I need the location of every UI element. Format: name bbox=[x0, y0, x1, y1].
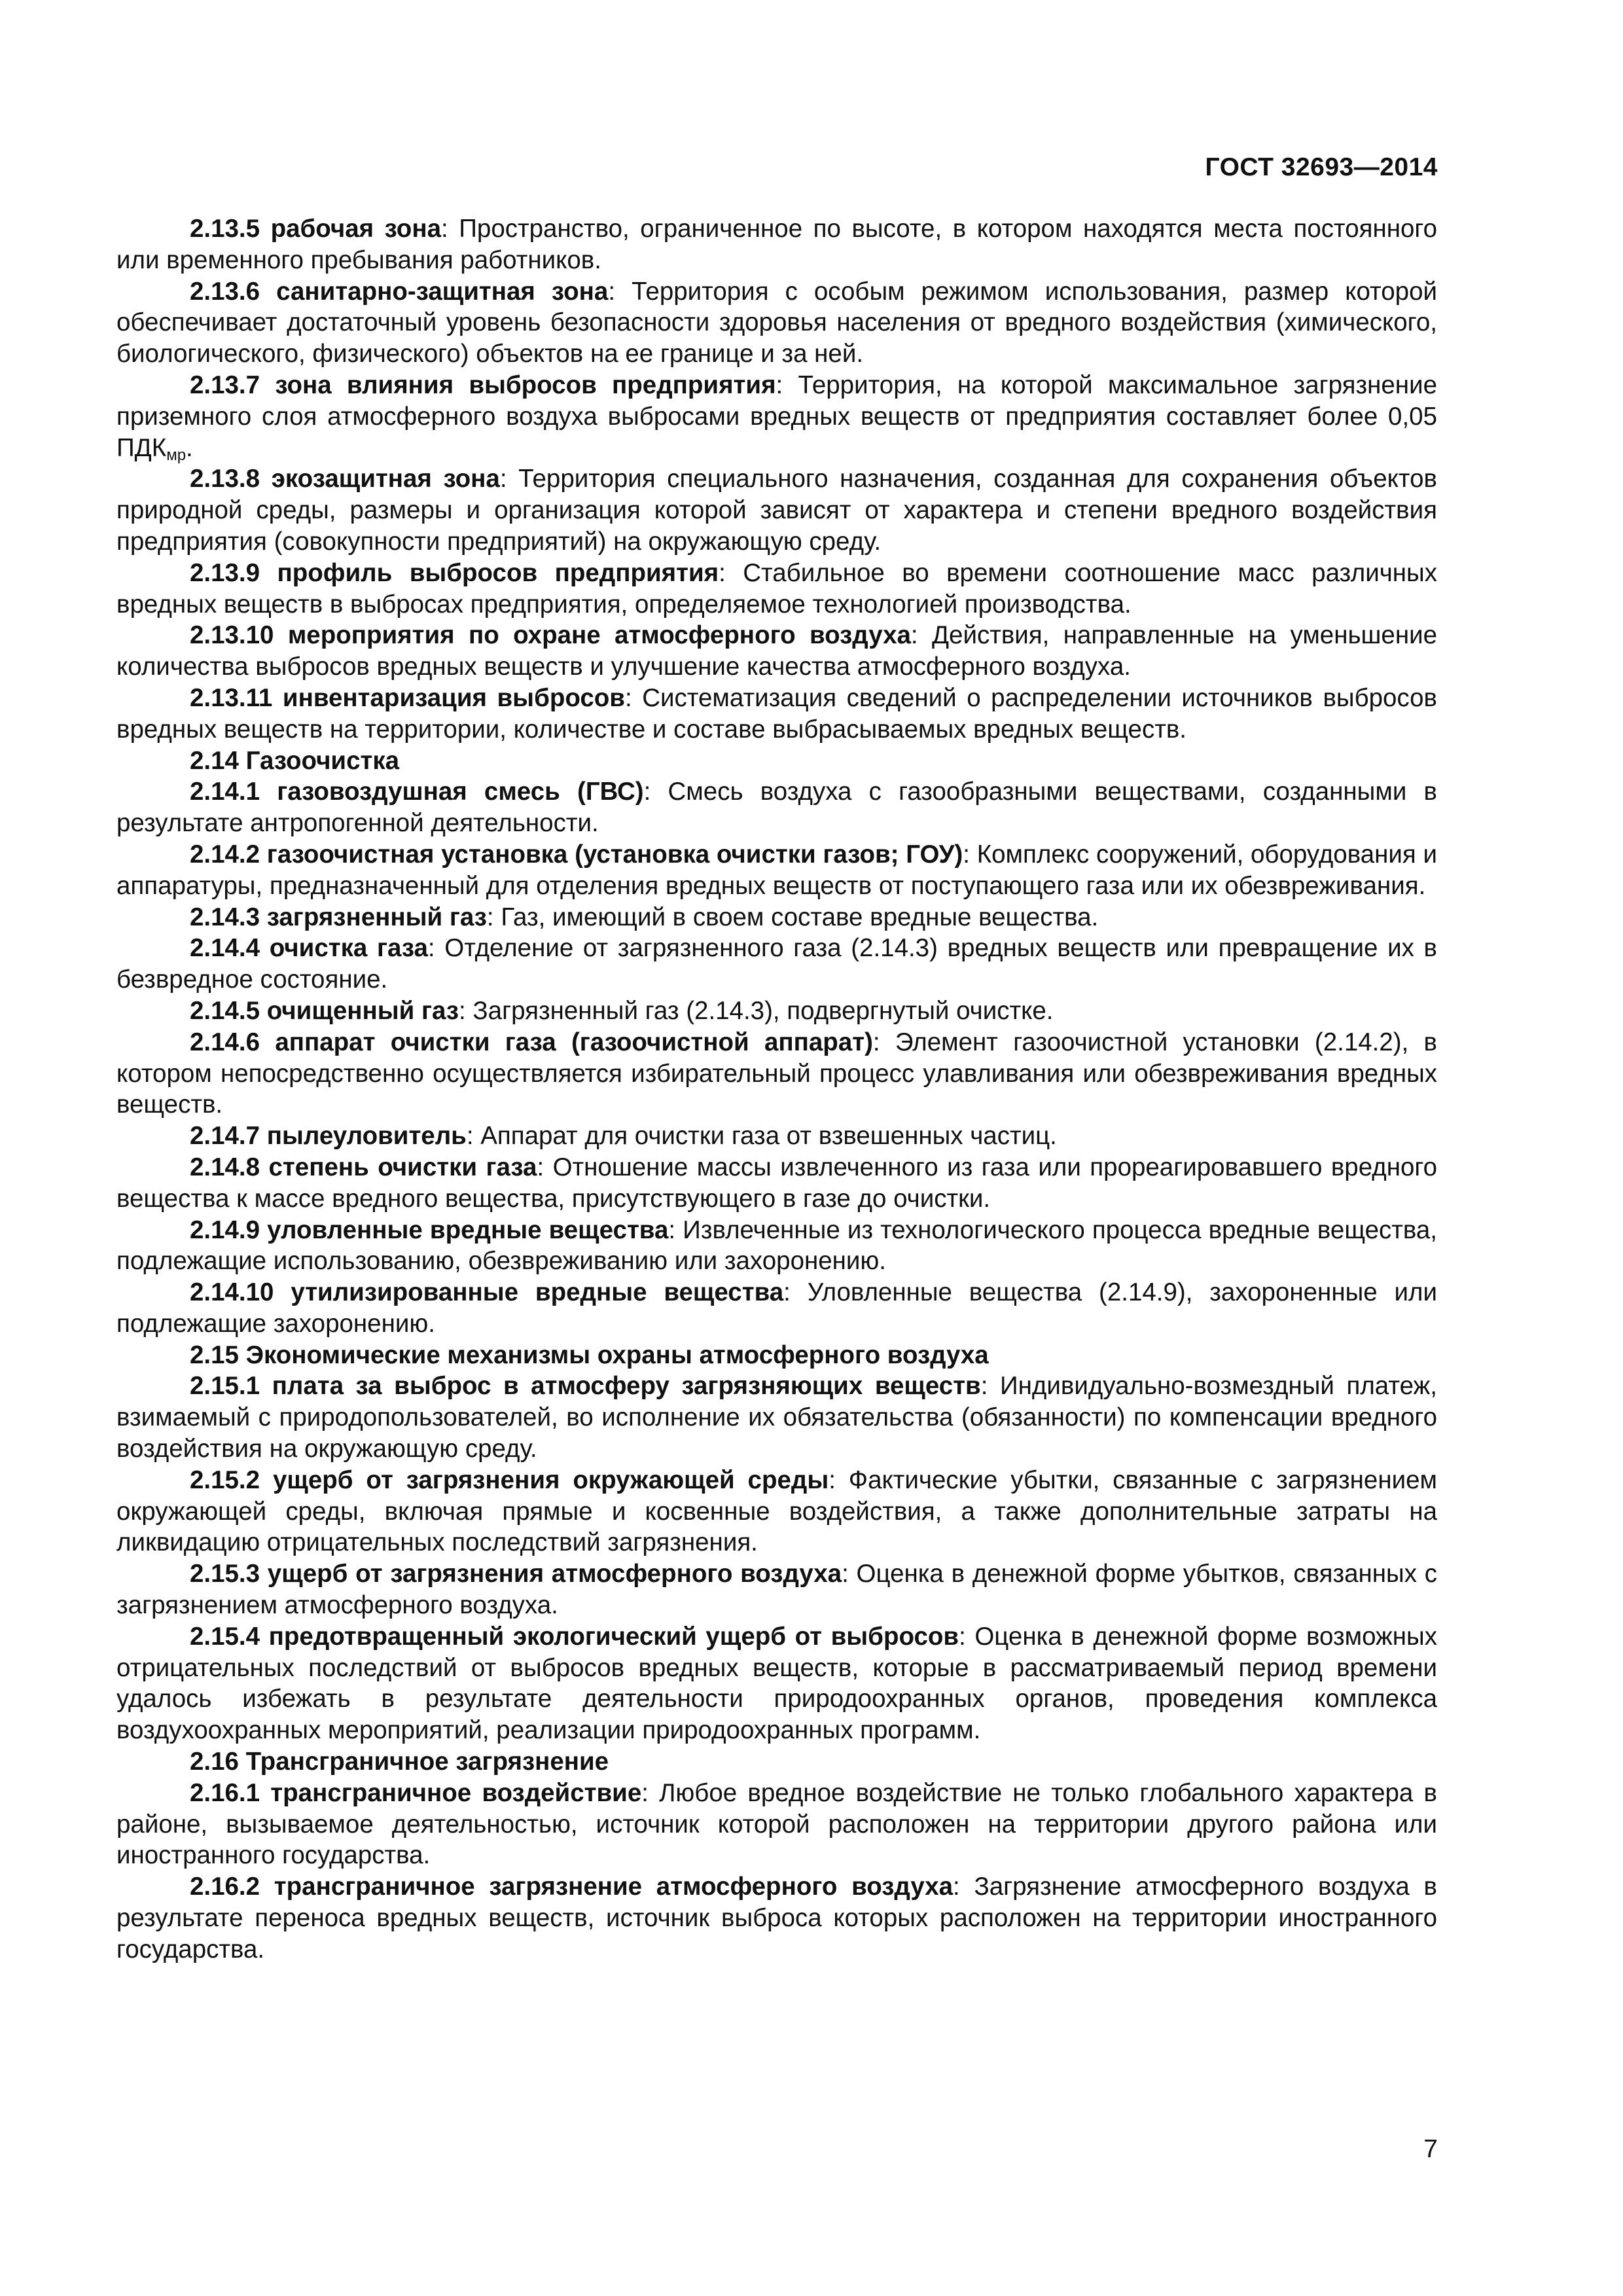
definition-tail: . bbox=[186, 433, 193, 462]
term-definition: : Территория специального назначения, созданная для сохранения объектов природной среды, размеры и организация которой зависят от характера и степени вредного воздействия предприятия (совокупности предприятий) на окружающую среду. bbox=[116, 465, 1437, 556]
term-name: санитарно-защитная зона bbox=[276, 277, 609, 306]
term-definition: : Загрязнение атмосферного воздуха в результате переноса вредных веществ, источник выброса которых расположен на территории иностранного государства. bbox=[116, 1873, 1437, 1964]
term-entry bbox=[116, 1027, 1437, 1121]
term-number: 2.14.2 bbox=[190, 840, 260, 869]
term-definition: : Аппарат для очистки газа от взвешенных частиц. bbox=[466, 1122, 1057, 1151]
section-title: 2.16 Трансграничное загрязнение bbox=[190, 1748, 609, 1776]
term-definition: : Смесь воздуха с газообразными веществами, созданными в результате антропогенной деятельности. bbox=[116, 778, 1437, 838]
term-name: пылеуловитель bbox=[266, 1122, 467, 1151]
term-definition: : Элемент газоочистной установки (2.14.2), в котором непосредственно осуществляется избирательный процесс улавливания или обезвреживания вредных веществ. bbox=[116, 1028, 1437, 1119]
term-number: 2.16.2 bbox=[190, 1873, 260, 1901]
term-entry bbox=[116, 1871, 1437, 1965]
term-name: очистка газа bbox=[269, 934, 428, 963]
term-number: 2.14.6 bbox=[190, 1028, 260, 1056]
term-name: экозащитная зона bbox=[271, 465, 500, 493]
term-definition: : Оценка в денежной форме убытков, связанных с загрязнением атмосферного воздуха. bbox=[116, 1560, 1437, 1620]
section-heading bbox=[116, 1340, 1437, 1371]
document-code-header: ГОСТ 32693—2014 bbox=[1205, 153, 1438, 181]
term-number: 2.13.10 bbox=[190, 621, 274, 650]
term-number: 2.13.6 bbox=[190, 277, 260, 306]
term-definition: : Отношение массы извлеченного из газа или прореагировавшего вредного вещества к массе вредного вещества, присутствующего в газе до очистки. bbox=[116, 1153, 1438, 1213]
term-number: 2.15.3 bbox=[190, 1560, 260, 1588]
term-number: 2.14.1 bbox=[190, 778, 260, 806]
term-entry bbox=[116, 213, 1437, 276]
term-name: плата за выброс в атмосферу загрязняющих веществ bbox=[272, 1372, 981, 1401]
term-number: 2.14.9 bbox=[190, 1215, 260, 1244]
section-heading bbox=[116, 745, 1437, 777]
term-number: 2.14.8 bbox=[190, 1153, 260, 1181]
term-definition: : Уловленные вещества (2.14.9), захороненные или подлежащие захоронению. bbox=[116, 1278, 1437, 1338]
term-definition: : Индивидуально-возмездный платеж, взимаемый с природопользователей, во исполнение их обязательства (обязанности) по компенсации вредного воздействия на окружающую среду. bbox=[116, 1372, 1438, 1463]
term-name: газоочистная установка (установка очистки газов; ГОУ) bbox=[266, 840, 963, 869]
term-number: 2.14.3 bbox=[190, 903, 260, 931]
term-name: профиль выбросов предприятия bbox=[277, 558, 719, 587]
term-number: 2.16.1 bbox=[190, 1778, 260, 1807]
term-entry bbox=[116, 1121, 1437, 1152]
term-name: уловленные вредные вещества bbox=[267, 1215, 669, 1244]
term-entry bbox=[116, 558, 1437, 620]
term-number: 2.13.8 bbox=[190, 465, 260, 493]
term-entry bbox=[116, 1152, 1437, 1215]
term-definition: : Территория с особым режимом использования, размер которой обеспечивает достаточный уровень безопасности здоровья населения от вредного воздействия (химического, биологического, физического) объектов на ее границе и за ней. bbox=[116, 277, 1438, 368]
term-definition: : Загрязненный газ (2.14.3), подвергнутый очистке. bbox=[459, 996, 1054, 1025]
term-definition: : Извлеченные из технологического процесса вредные вещества, подлежащие использованию, обезвреживанию или захоронению. bbox=[116, 1215, 1438, 1276]
term-entry bbox=[116, 1778, 1437, 1871]
term-entry bbox=[116, 839, 1437, 902]
term-entry bbox=[116, 902, 1437, 933]
term-number: 2.14.4 bbox=[190, 934, 260, 963]
term-entry bbox=[116, 1465, 1437, 1558]
term-definition: : Комплекс сооружений, оборудования и аппаратуры, предназначенный для отделения вредных веществ от поступающего газа или их обезвреживания. bbox=[116, 840, 1437, 900]
definition-subscript: мр bbox=[166, 446, 187, 464]
section-heading bbox=[116, 1746, 1437, 1778]
term-name: газовоздушная смесь (ГВС) bbox=[277, 778, 644, 806]
term-entry bbox=[116, 1621, 1437, 1746]
term-number: 2.13.7 bbox=[190, 370, 260, 399]
term-entry bbox=[116, 683, 1437, 745]
section-title: 2.15 Экономические механизмы охраны атмосферного воздуха bbox=[190, 1340, 989, 1369]
document-body bbox=[116, 213, 1437, 1965]
term-name: трансграничное загрязнение атмосферного воздуха bbox=[274, 1873, 954, 1901]
term-entry bbox=[116, 620, 1437, 683]
term-name: загрязненный газ bbox=[266, 903, 487, 931]
section-title: 2.14 Газоочистка bbox=[190, 746, 400, 775]
term-definition: : Действия, направленные на уменьшение количества выбросов вредных веществ и улучшение качества атмосферного воздуха. bbox=[116, 621, 1437, 681]
term-number: 2.15.4 bbox=[190, 1622, 260, 1651]
term-entry bbox=[116, 370, 1437, 463]
term-number: 2.13.5 bbox=[190, 215, 260, 243]
term-name: очищенный газ bbox=[266, 996, 459, 1025]
term-definition: : Любое вредное воздействие не только глобального характера в районе, вызываемое деятельностью, источник которой расположен на территории другого района или иностранного государства. bbox=[116, 1778, 1437, 1870]
term-definition: : Оценка в денежной форме возможных отрицательных последствий от выбросов вредных веществ, которые в рассматриваемый период времени удалось избежать в результате деятельности природоохранных органов, проведения комплекса воздухоохранных мероприятий, реализации природоохранных программ. bbox=[116, 1622, 1437, 1745]
term-number: 2.15.1 bbox=[190, 1372, 260, 1401]
term-definition: : Территория, на которой максимальное загрязнение приземного слоя атмосферного воздуха выбросами вредных веществ от предприятия составляет более 0,05 ПДК bbox=[116, 370, 1437, 462]
page-number: 7 bbox=[1423, 2135, 1438, 2163]
term-entry bbox=[116, 1215, 1437, 1278]
term-name: степень очистки газа bbox=[268, 1153, 537, 1181]
term-name: ущерб от загрязнения окружающей среды bbox=[272, 1465, 829, 1494]
term-name: рабочая зона bbox=[270, 215, 441, 243]
term-number: 2.14.5 bbox=[190, 996, 260, 1025]
term-number: 2.13.11 bbox=[190, 683, 273, 712]
term-entry bbox=[116, 463, 1437, 557]
term-number: 2.13.9 bbox=[190, 558, 260, 587]
term-definition: : Систематизация сведений о распределении источников выбросов вредных веществ на территории, количестве и составе выбрасываемых вредных веществ. bbox=[116, 683, 1437, 744]
term-name: аппарат очистки газа (газоочистной аппарат) bbox=[275, 1028, 873, 1056]
term-entry bbox=[116, 1277, 1437, 1340]
term-number: 2.14.7 bbox=[190, 1122, 260, 1151]
term-number: 2.14.10 bbox=[190, 1278, 274, 1307]
term-name: мероприятия по охране атмосферного воздуха bbox=[287, 621, 911, 650]
term-entry bbox=[116, 776, 1437, 839]
term-name: предотвращенный экологический ущерб от выбросов bbox=[268, 1622, 959, 1651]
term-entry bbox=[116, 1558, 1437, 1621]
term-name: инвентаризация выбросов bbox=[282, 683, 625, 712]
term-name: трансграничное воздействие bbox=[270, 1778, 642, 1807]
term-entry bbox=[116, 996, 1437, 1027]
term-definition: : Пространство, ограниченное по высоте, в котором находятся места постоянного или временного пребывания работников. bbox=[116, 215, 1437, 274]
term-definition: : Газ, имеющий в своем составе вредные вещества. bbox=[486, 903, 1099, 931]
term-name: утилизированные вредные вещества bbox=[291, 1278, 784, 1307]
term-definition: : Фактические убытки, связанные с загрязнением окружающей среды, включая прямые и косвенные воздействия, а также дополнительные затраты на ликвидацию отрицательных последствий загрязнения. bbox=[116, 1465, 1437, 1557]
term-definition: : Стабильное во времени соотношение масс различных вредных веществ в выбросах предприятия, определяемое технологией производства. bbox=[116, 558, 1437, 619]
term-entry bbox=[116, 933, 1437, 996]
term-name: ущерб от загрязнения атмосферного воздуха bbox=[267, 1560, 842, 1588]
term-definition: : Отделение от загрязненного газа (2.14.3) вредных веществ или превращение их в безвредное состояние. bbox=[116, 934, 1437, 994]
term-number: 2.15.2 bbox=[190, 1465, 260, 1494]
term-entry bbox=[116, 276, 1437, 370]
term-entry bbox=[116, 1371, 1437, 1464]
term-name: зона влияния выбросов предприятия bbox=[275, 370, 776, 399]
